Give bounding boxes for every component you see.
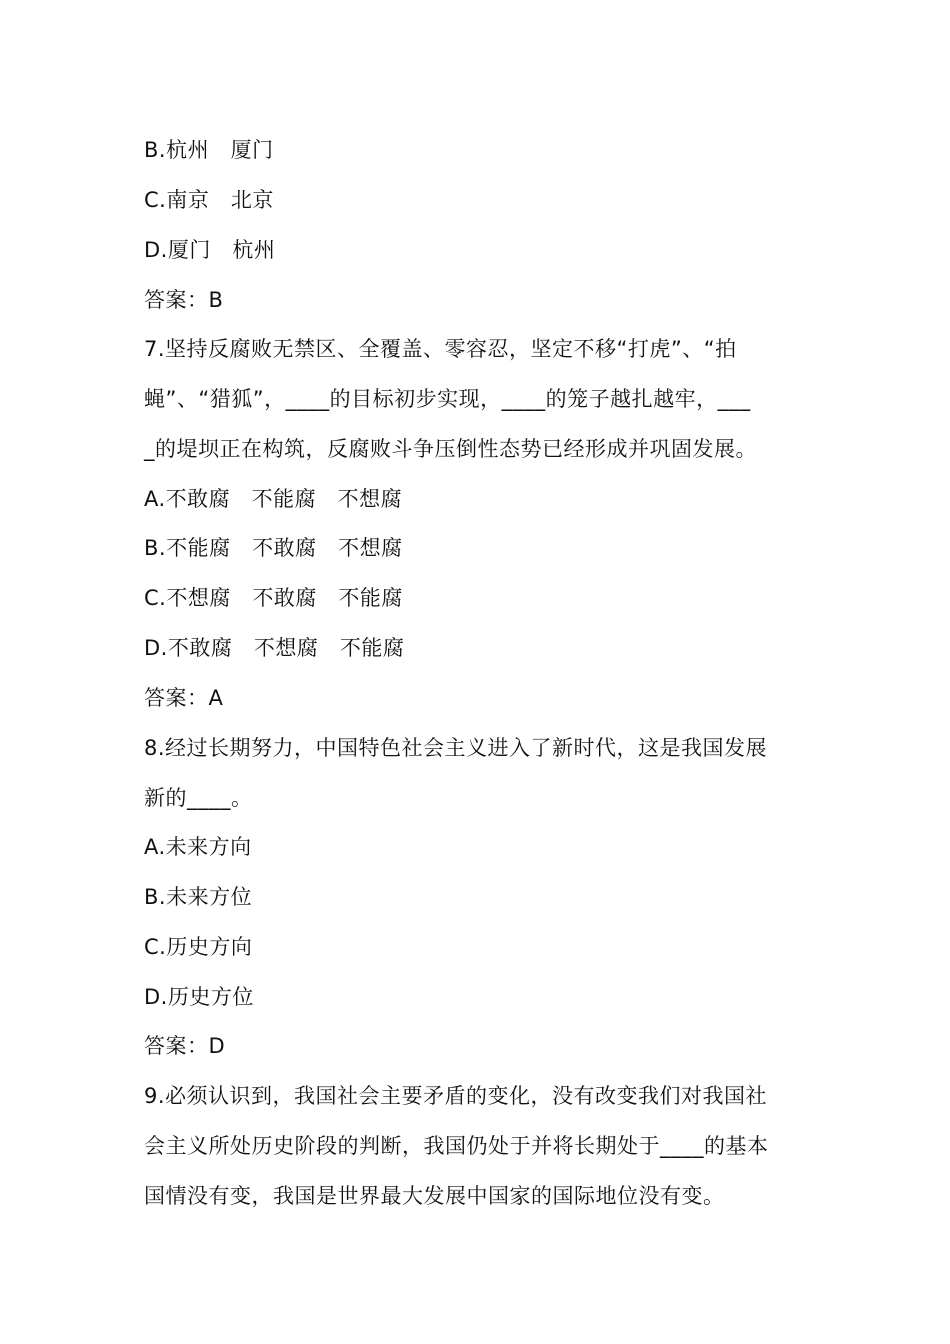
q9-stem-line-3: 国情没有变，我国是世界最大发展中国家的国际地位没有变。 [144,1184,725,1208]
q8-option-a: A.未来方向 [144,835,252,859]
q7-stem-line-2: 蝇”、“猎狐”，____的目标初步实现，____的笼子越扎越牢，___ [144,387,751,411]
q6-option-c: C.南京 北京 [144,188,274,212]
q6-option-b: B.杭州 厦门 [144,138,274,162]
q8-stem-line-2: 新的____。 [144,786,253,810]
q7-option-a: A.不敢腐 不能腐 不想腐 [144,487,403,511]
q7-answer: 答案：A [144,686,224,710]
q9-stem-line-2: 会主义所处历史阶段的判断，我国仍处于并将长期处于____的基本 [144,1134,769,1158]
q8-option-c: C.历史方向 [144,935,253,959]
q7-option-b: B.不能腐 不敢腐 不想腐 [144,536,403,560]
q7-option-c: C.不想腐 不敢腐 不能腐 [144,586,403,610]
q8-option-b: B.未来方位 [144,885,253,909]
q8-option-d: D.历史方位 [144,985,254,1009]
q6-option-d: D.厦门 杭州 [144,238,276,262]
q6-answer: 答案：B [144,288,224,312]
q8-stem-line-1: 8.经过长期努力，中国特色社会主义进入了新时代，这是我国发展 [144,736,768,760]
q7-option-d: D.不敢腐 不想腐 不能腐 [144,636,405,660]
q9-stem-line-1: 9.必须认识到，我国社会主要矛盾的变化，没有改变我们对我国社 [144,1084,768,1108]
q7-stem-line-3: _的堤坝正在构筑，反腐败斗争压倒性态势已经形成并巩固发展。 [144,437,757,461]
q8-answer: 答案：D [144,1034,226,1058]
q7-stem-line-1: 7.坚持反腐败无禁区、全覆盖、零容忍，坚定不移“打虎”、“拍 [144,337,737,361]
